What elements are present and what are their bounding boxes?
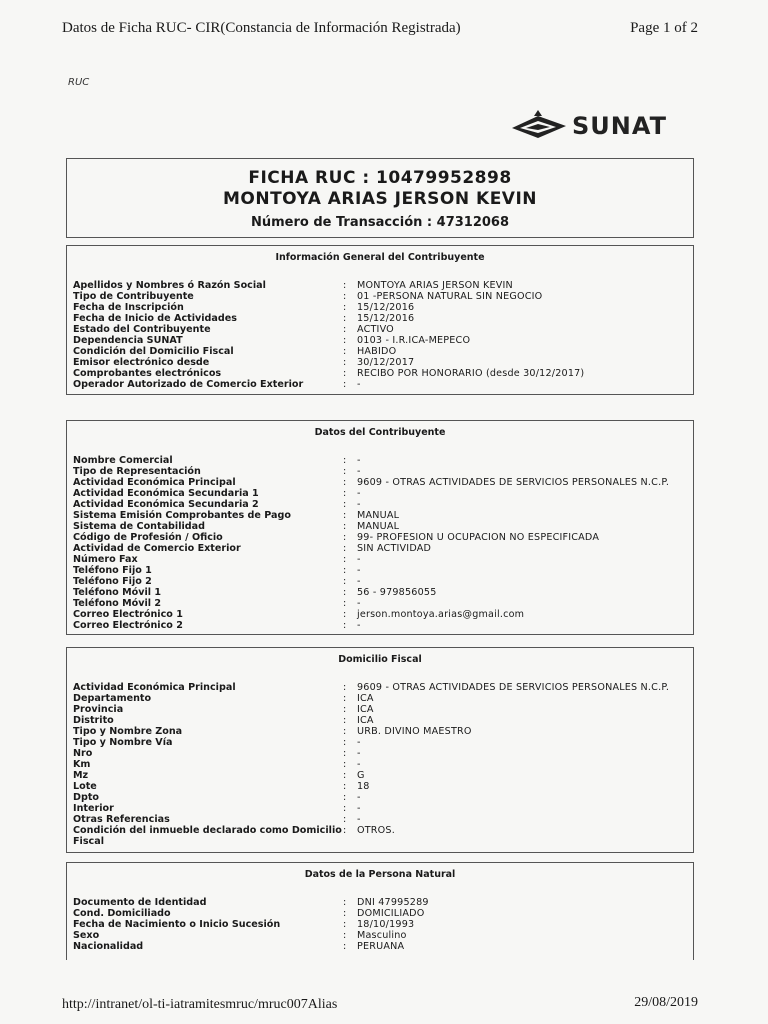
- field-separator: :: [343, 781, 347, 792]
- field-separator: :: [343, 770, 347, 781]
- field-row: [67, 803, 693, 814]
- field-label: Actividad Económica Principal: [73, 682, 236, 693]
- field-separator: :: [343, 737, 347, 748]
- field-label: Correo Electrónico 1: [73, 609, 183, 620]
- section-title: Domicilio Fiscal: [338, 654, 422, 665]
- field-value: -: [357, 792, 361, 803]
- field-row: [67, 814, 693, 825]
- field-label: Cond. Domiciliado: [73, 908, 171, 919]
- field-separator: :: [343, 587, 347, 598]
- field-separator: :: [343, 814, 347, 825]
- field-separator: :: [343, 499, 347, 510]
- field-label: Sexo: [73, 930, 100, 941]
- field-separator: :: [343, 620, 347, 631]
- field-separator: :: [343, 477, 347, 488]
- field-separator: :: [343, 715, 347, 726]
- field-separator: :: [343, 825, 347, 836]
- field-value: 30/12/2017: [357, 357, 415, 368]
- field-row: [67, 704, 693, 715]
- field-label: Sistema Emisión Comprobantes de Pago: [73, 510, 291, 521]
- field-row: [67, 488, 693, 499]
- field-value: ICA: [357, 693, 374, 704]
- field-value: -: [357, 814, 361, 825]
- field-label: Condición del Domicilio Fiscal: [73, 346, 234, 357]
- field-row: [67, 291, 693, 302]
- field-label: Comprobantes electrónicos: [73, 368, 222, 379]
- field-value: 9609 - OTRAS ACTIVIDADES DE SERVICIOS PERSONALES N.C.P.: [357, 682, 670, 693]
- field-list: [67, 280, 693, 390]
- field-separator: :: [343, 532, 347, 543]
- field-label: Actividad de Comercio Exterior: [73, 543, 241, 554]
- field-value: HABIDO: [357, 346, 397, 357]
- field-list: [67, 897, 693, 952]
- section-informacion-general: [66, 245, 694, 395]
- field-separator: :: [343, 543, 347, 554]
- field-row: [67, 598, 693, 609]
- field-separator: :: [343, 379, 347, 390]
- field-label: Teléfono Fijo 1: [73, 565, 152, 576]
- field-value: -: [357, 488, 361, 499]
- field-separator: :: [343, 521, 347, 532]
- field-separator: :: [343, 748, 347, 759]
- field-value: jerson.montoya.arias@gmail.com: [357, 609, 525, 620]
- field-label: Correo Electrónico 2: [73, 620, 183, 631]
- field-label: Fecha de Nacimiento o Inicio Sucesión: [73, 919, 281, 930]
- field-value: ICA: [357, 704, 374, 715]
- field-row: [67, 715, 693, 726]
- field-label: Operador Autorizado de Comercio Exterior: [73, 379, 304, 390]
- ficha-ruc-number: FICHA RUC : 10479952898: [248, 168, 512, 188]
- field-label: Número Fax: [73, 554, 138, 565]
- field-separator: :: [343, 609, 347, 620]
- section-title: Datos de la Persona Natural: [304, 869, 456, 880]
- field-separator: :: [343, 313, 347, 324]
- field-value: 18/10/1993: [357, 919, 415, 930]
- field-row: [67, 609, 693, 620]
- field-separator: :: [343, 324, 347, 335]
- field-value: -: [357, 455, 361, 466]
- field-row: [67, 477, 693, 488]
- field-row: [67, 930, 693, 941]
- field-row: [67, 554, 693, 565]
- field-label: Emisor electrónico desde: [73, 357, 210, 368]
- field-separator: :: [343, 488, 347, 499]
- footer-date: 29/08/2019: [634, 995, 698, 1010]
- field-row: [67, 368, 693, 379]
- field-label: Teléfono Fijo 2: [73, 576, 152, 587]
- field-value: MANUAL: [357, 510, 400, 521]
- field-value: MONTOYA ARIAS JERSON KEVIN: [357, 280, 513, 291]
- document-header-title: Datos de Ficha RUC- CIR(Constancia de Información Registrada): [62, 20, 461, 36]
- field-value: PERUANA: [357, 941, 405, 952]
- field-separator: :: [343, 455, 347, 466]
- field-separator: :: [343, 291, 347, 302]
- field-label: Condición del inmueble declarado como Domicilio Fiscal: [73, 825, 342, 847]
- logo-text: SUNAT: [572, 112, 667, 140]
- field-row: [67, 770, 693, 781]
- field-row: [67, 919, 693, 930]
- field-value: Masculino: [357, 930, 407, 941]
- section-domicilio-fiscal: [66, 647, 694, 853]
- field-row: [67, 280, 693, 291]
- field-separator: :: [343, 510, 347, 521]
- field-label: Apellidos y Nombres ó Razón Social: [73, 280, 266, 291]
- field-label: Distrito: [73, 715, 114, 726]
- field-value: 15/12/2016: [357, 313, 415, 324]
- field-label: Km: [73, 759, 91, 770]
- field-value: 15/12/2016: [357, 302, 415, 313]
- field-list: [67, 455, 693, 631]
- field-row: [67, 346, 693, 357]
- field-separator: :: [343, 693, 347, 704]
- field-value: -: [357, 379, 361, 390]
- field-label: Tipo y Nombre Zona: [73, 726, 183, 737]
- field-row: [67, 792, 693, 803]
- field-label: Documento de Identidad: [73, 897, 207, 908]
- field-value: RECIBO POR HONORARIO (desde 30/12/2017): [357, 368, 585, 379]
- field-separator: :: [343, 941, 347, 952]
- field-value: 56 - 979856055: [357, 587, 437, 598]
- field-label: Actividad Económica Principal: [73, 477, 236, 488]
- field-separator: :: [343, 302, 347, 313]
- ficha-title-box: [66, 158, 694, 238]
- field-separator: :: [343, 930, 347, 941]
- field-row: [67, 759, 693, 770]
- field-value: URB. DIVINO MAESTRO: [357, 726, 472, 737]
- field-separator: :: [343, 368, 347, 379]
- field-separator: :: [343, 554, 347, 565]
- field-label: Nombre Comercial: [73, 455, 173, 466]
- field-label: Departamento: [73, 693, 152, 704]
- field-label: Dpto: [73, 792, 100, 803]
- field-row: [67, 455, 693, 466]
- field-value: SIN ACTIVIDAD: [357, 543, 432, 554]
- field-label: Código de Profesión / Oficio: [73, 532, 223, 543]
- sunat-logo: [508, 108, 667, 144]
- field-row: [67, 499, 693, 510]
- field-separator: :: [343, 726, 347, 737]
- field-label: Fecha de Inicio de Actividades: [73, 313, 237, 324]
- field-row: [67, 543, 693, 554]
- field-label: Otras Referencias: [73, 814, 170, 825]
- footer-url: http://intranet/ol-ti-iatramitesmruc/mruc007Alias: [62, 997, 338, 1012]
- field-row: [67, 510, 693, 521]
- field-row: [67, 357, 693, 368]
- field-value: MANUAL: [357, 521, 400, 532]
- field-value: -: [357, 576, 361, 587]
- field-label: Actividad Económica Secundaria 1: [73, 488, 259, 499]
- field-row: [67, 532, 693, 543]
- field-label: Dependencia SUNAT: [73, 335, 183, 346]
- field-value: 18: [357, 781, 370, 792]
- field-separator: :: [343, 280, 347, 291]
- field-value: -: [357, 554, 361, 565]
- field-label: Mz: [73, 770, 89, 781]
- field-row: [67, 576, 693, 587]
- field-separator: :: [343, 357, 347, 368]
- field-row: [67, 313, 693, 324]
- field-separator: :: [343, 682, 347, 693]
- transaction-number: Número de Transacción : 47312068: [250, 215, 510, 230]
- field-row: [67, 897, 693, 908]
- field-row: [67, 908, 693, 919]
- field-value: 01 -PERSONA NATURAL SIN NEGOCIO: [357, 291, 543, 302]
- ruc-label: RUC: [68, 77, 90, 88]
- field-row: [67, 726, 693, 737]
- field-label: Sistema de Contabilidad: [73, 521, 205, 532]
- field-value: 99- PROFESION U OCUPACION NO ESPECIFICADA: [357, 532, 600, 543]
- field-separator: :: [343, 759, 347, 770]
- field-label: Teléfono Móvil 1: [73, 587, 162, 598]
- field-value: -: [357, 759, 361, 770]
- sunat-logo-icon: [508, 108, 570, 144]
- field-row: [67, 324, 693, 335]
- field-value: -: [357, 499, 361, 510]
- taxpayer-name: MONTOYA ARIAS JERSON KEVIN: [222, 189, 538, 209]
- field-row: [67, 466, 693, 477]
- field-separator: :: [343, 576, 347, 587]
- field-row: [67, 565, 693, 576]
- field-value: -: [357, 565, 361, 576]
- field-row: [67, 693, 693, 704]
- field-separator: :: [343, 335, 347, 346]
- field-label: Estado del Contribuyente: [73, 324, 211, 335]
- field-value: DOMICILIADO: [357, 908, 425, 919]
- field-row: [67, 682, 693, 693]
- field-value: OTROS.: [357, 825, 395, 836]
- field-label: Actividad Económica Secundaria 2: [73, 499, 259, 510]
- section-persona-natural: [66, 862, 694, 960]
- field-label: Tipo y Nombre Vía: [73, 737, 173, 748]
- field-value: 9609 - OTRAS ACTIVIDADES DE SERVICIOS PERSONALES N.C.P.: [357, 477, 670, 488]
- section-title: Datos del Contribuyente: [314, 427, 446, 438]
- field-list: [67, 682, 693, 847]
- field-separator: :: [343, 897, 347, 908]
- field-label: Lote: [73, 781, 97, 792]
- field-value: -: [357, 598, 361, 609]
- field-separator: :: [343, 565, 347, 576]
- field-separator: :: [343, 704, 347, 715]
- field-row: [67, 587, 693, 598]
- field-value: G: [357, 770, 365, 781]
- section-datos-contribuyente: [66, 420, 694, 635]
- field-row: [67, 521, 693, 532]
- field-row: [67, 781, 693, 792]
- field-value: -: [357, 737, 361, 748]
- section-title: Información General del Contribuyente: [275, 252, 485, 263]
- field-separator: :: [343, 792, 347, 803]
- field-label: Tipo de Representación: [73, 466, 201, 477]
- field-label: Teléfono Móvil 2: [73, 598, 162, 609]
- field-row: [67, 737, 693, 748]
- field-separator: :: [343, 803, 347, 814]
- field-row: [67, 620, 693, 631]
- field-label: Provincia: [73, 704, 124, 715]
- field-label: Tipo de Contribuyente: [73, 291, 194, 302]
- field-label: Interior: [73, 803, 114, 814]
- field-label: Fecha de Inscripción: [73, 302, 184, 313]
- field-row: [67, 941, 693, 952]
- field-row: [67, 335, 693, 346]
- field-value: ICA: [357, 715, 374, 726]
- field-row: [67, 825, 693, 847]
- field-row: [67, 302, 693, 313]
- field-value: DNI 47995289: [357, 897, 429, 908]
- field-row: [67, 748, 693, 759]
- field-separator: :: [343, 908, 347, 919]
- field-separator: :: [343, 466, 347, 477]
- field-value: -: [357, 620, 361, 631]
- field-separator: :: [343, 346, 347, 357]
- field-value: -: [357, 748, 361, 759]
- field-label: Nro: [73, 748, 93, 759]
- field-value: -: [357, 466, 361, 477]
- field-value: -: [357, 803, 361, 814]
- field-row: [67, 379, 693, 390]
- page-number: Page 1 of 2: [630, 20, 698, 36]
- field-value: ACTIVO: [357, 324, 394, 335]
- field-separator: :: [343, 598, 347, 609]
- field-separator: :: [343, 919, 347, 930]
- field-label: Nacionalidad: [73, 941, 144, 952]
- field-value: 0103 - I.R.ICA-MEPECO: [357, 335, 471, 346]
